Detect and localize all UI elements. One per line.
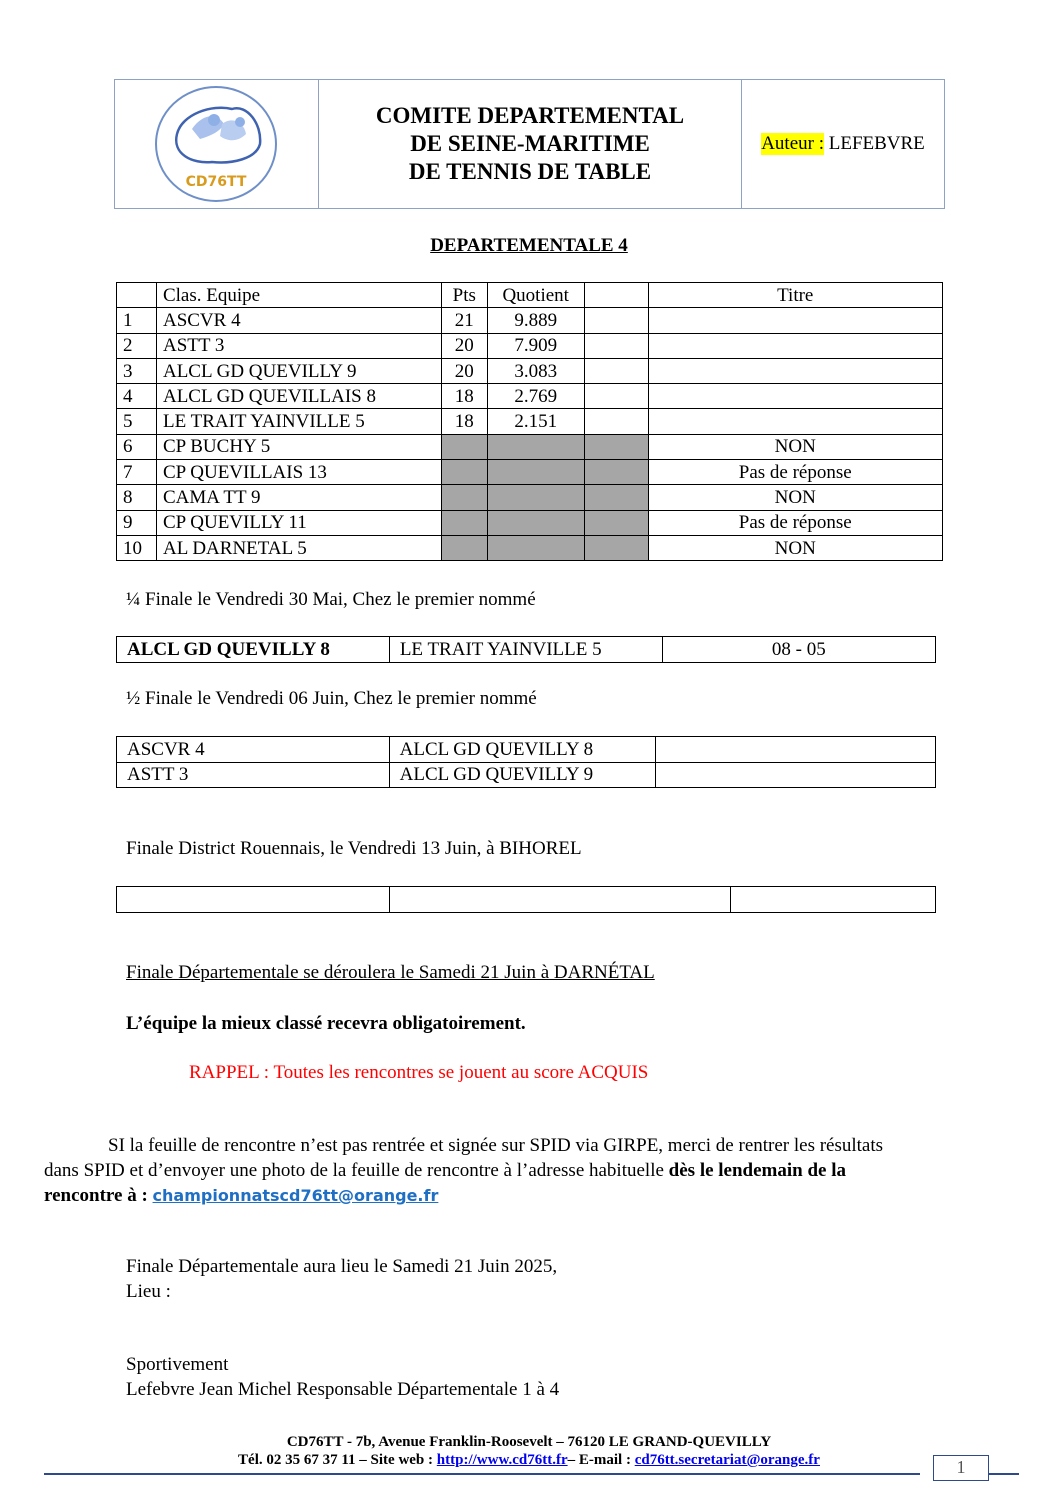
quotient-cell: 3.083	[487, 358, 584, 383]
reminder-line: RAPPEL : Toutes les rencontres se jouent au score ACQUIS	[189, 1062, 649, 1083]
team-cell: CP QUEVILLAIS 13	[156, 460, 441, 485]
team-cell: LE TRAIT YAINVILLE 5	[156, 409, 441, 434]
sf-away-team: ALCL GD QUEVILLY 9	[389, 762, 655, 788]
district-final-table	[116, 886, 936, 913]
sf-score	[655, 737, 935, 763]
titre-cell: Pas de réponse	[648, 460, 943, 485]
header-blank	[584, 283, 648, 308]
blank-cell	[584, 409, 648, 434]
header-quotient: Quotient	[487, 283, 584, 308]
blank-cell	[584, 485, 648, 510]
cd76tt-logo	[152, 84, 282, 204]
author-name: LEFEBVRE	[828, 133, 925, 154]
qf-home-team: ALCL GD QUEVILLY 8	[117, 637, 390, 663]
rank-cell: 6	[117, 434, 157, 459]
team-cell: CP QUEVILLY 11	[156, 510, 441, 535]
header-pts: Pts	[441, 283, 487, 308]
quotient-cell: 7.909	[487, 333, 584, 358]
dept-final-line: Finale Départementale se déroulera le Samedi 21 Juin à DARNÉTAL	[126, 962, 655, 983]
footer	[0, 1433, 1058, 1469]
pts-cell: 18	[441, 384, 487, 409]
championship-email-link[interactable]: championnatscd76tt@orange.fr	[152, 1186, 439, 1205]
titre-cell	[648, 308, 943, 333]
standings-row	[117, 510, 943, 535]
header-rank	[117, 283, 157, 308]
quotient-cell	[487, 485, 584, 510]
header-titre: Titre	[648, 283, 943, 308]
blank-cell	[584, 434, 648, 459]
sf-home-team: ASTT 3	[117, 762, 390, 788]
sf-match-row	[117, 737, 936, 763]
rank-cell: 2	[117, 333, 157, 358]
district-final-heading: Finale District Rouennais, le Vendredi 13 Juin, à BIHOREL	[126, 838, 582, 859]
sf-away-team: ALCL GD QUEVILLY 8	[389, 737, 655, 763]
rank-cell: 7	[117, 460, 157, 485]
titre-cell	[648, 384, 943, 409]
quotient-cell: 2.769	[487, 384, 584, 409]
pts-cell: 18	[441, 409, 487, 434]
sf-home-team: ASCVR 4	[117, 737, 390, 763]
team-cell: ASTT 3	[156, 333, 441, 358]
district-final-row	[117, 887, 936, 913]
document-header	[114, 79, 945, 209]
team-cell: ALCL GD QUEVILLAIS 8	[156, 384, 441, 409]
semi-final-heading: ½ Finale le Vendredi 06 Juin, Chez le premier nommé	[126, 688, 537, 709]
qf-away-team: LE TRAIT YAINVILLE 5	[389, 637, 662, 663]
semi-final-table	[116, 736, 936, 788]
rule-line: L’équipe la mieux classé recevra obligatoirement.	[126, 1013, 526, 1034]
titre-cell	[648, 333, 943, 358]
author-label: Auteur :	[761, 133, 824, 154]
rank-cell: 10	[117, 535, 157, 560]
quotient-cell	[487, 460, 584, 485]
standings-header-row	[117, 283, 943, 308]
title-line-2: DE SEINE-MARITIME	[410, 131, 650, 156]
blank-cell	[584, 333, 648, 358]
paragraph-bold-1: dès le lendemain de la	[668, 1160, 847, 1181]
quotient-cell	[487, 434, 584, 459]
logo-text: CD76TT	[185, 174, 246, 190]
footer-contact	[0, 1451, 1058, 1469]
quarter-final-row	[117, 637, 936, 663]
quotient-cell	[487, 535, 584, 560]
quotient-cell	[487, 510, 584, 535]
footer-address: CD76TT - 7b, Avenue Franklin-Roosevelt – 76120 LE GRAND-QUEVILLY	[286, 1434, 772, 1450]
blank-cell	[584, 535, 648, 560]
signature-line-2: Lefebvre Jean Michel Responsable Départementale 1 à 4	[126, 1379, 560, 1400]
blank-cell	[584, 308, 648, 333]
standings-row	[117, 308, 943, 333]
standings-row	[117, 333, 943, 358]
rank-cell: 1	[117, 308, 157, 333]
blank-cell	[584, 460, 648, 485]
team-cell: ALCL GD QUEVILLY 9	[156, 358, 441, 383]
rank-cell: 8	[117, 485, 157, 510]
blank-cell	[584, 358, 648, 383]
standings-row	[117, 460, 943, 485]
sf-score	[655, 762, 935, 788]
signature-line-1: Sportivement	[126, 1354, 229, 1375]
paragraph-text: dans SPID et d’envoyer une photo de la feuille de rencontre à l’adresse habituelle	[44, 1160, 669, 1181]
titre-cell	[648, 409, 943, 434]
pts-cell	[441, 460, 487, 485]
titre-cell: Pas de réponse	[648, 510, 943, 535]
title-line-1: COMITE DEPARTEMENTAL	[375, 103, 685, 128]
sf-match-row	[117, 762, 936, 788]
footer-divider-right	[989, 1473, 1019, 1475]
rank-cell: 5	[117, 409, 157, 434]
titre-cell: NON	[648, 485, 943, 510]
author-cell	[742, 80, 944, 208]
paragraph-line-1: SI la feuille de rencontre n’est pas rentrée et signée sur SPID via GIRPE, merci de rentrer les résultats	[108, 1135, 884, 1156]
footer-website-link[interactable]: http://www.cd76tt.fr	[436, 1452, 568, 1468]
standings-table	[116, 282, 943, 561]
paragraph-line-3	[44, 1185, 438, 1207]
paragraph-bold-2: rencontre à :	[44, 1185, 153, 1206]
pts-cell: 20	[441, 333, 487, 358]
quarter-final-table	[116, 636, 936, 663]
pts-cell	[441, 510, 487, 535]
section-title: DEPARTEMENTALE 4	[430, 235, 628, 256]
blank-cell	[584, 510, 648, 535]
df-score	[731, 887, 936, 913]
footer-email-link[interactable]: cd76tt.secretariat@orange.fr	[634, 1452, 820, 1468]
footer-divider	[44, 1473, 920, 1475]
team-cell: AL DARNETAL 5	[156, 535, 441, 560]
df-home-team	[117, 887, 390, 913]
rank-cell: 3	[117, 358, 157, 383]
pts-cell	[441, 434, 487, 459]
quarter-final-heading: ¼ Finale le Vendredi 30 Mai, Chez le premier nommé	[126, 589, 536, 610]
committee-title	[319, 80, 742, 208]
footer-phone: Tél. 02 35 67 37 11 – Site web :	[238, 1452, 437, 1468]
standings-row	[117, 535, 943, 560]
titre-cell: NON	[648, 434, 943, 459]
pts-cell: 20	[441, 358, 487, 383]
blank-cell	[584, 384, 648, 409]
pts-cell	[441, 485, 487, 510]
final-info-line-1: Finale Départementale aura lieu le Samedi 21 Juin 2025,	[126, 1256, 558, 1277]
standings-row	[117, 358, 943, 383]
pts-cell	[441, 535, 487, 560]
footer-email-label: – E-mail :	[567, 1452, 635, 1468]
final-info-line-2: Lieu :	[126, 1281, 171, 1302]
qf-score: 08 - 05	[662, 637, 935, 663]
standings-row	[117, 409, 943, 434]
standings-row	[117, 485, 943, 510]
team-cell: CP BUCHY 5	[156, 434, 441, 459]
standings-row	[117, 384, 943, 409]
title-line-3: DE TENNIS DE TABLE	[408, 159, 652, 184]
page-number: 1	[933, 1455, 989, 1481]
titre-cell: NON	[648, 535, 943, 560]
pts-cell: 21	[441, 308, 487, 333]
paragraph-line-2	[44, 1160, 846, 1182]
rank-cell: 4	[117, 384, 157, 409]
quotient-cell: 9.889	[487, 308, 584, 333]
header-team: Clas. Equipe	[156, 283, 441, 308]
rank-cell: 9	[117, 510, 157, 535]
df-away-team	[389, 887, 731, 913]
titre-cell	[648, 358, 943, 383]
logo-cell	[115, 80, 319, 208]
quotient-cell: 2.151	[487, 409, 584, 434]
standings-row	[117, 434, 943, 459]
team-cell: CAMA TT 9	[156, 485, 441, 510]
team-cell: ASCVR 4	[156, 308, 441, 333]
